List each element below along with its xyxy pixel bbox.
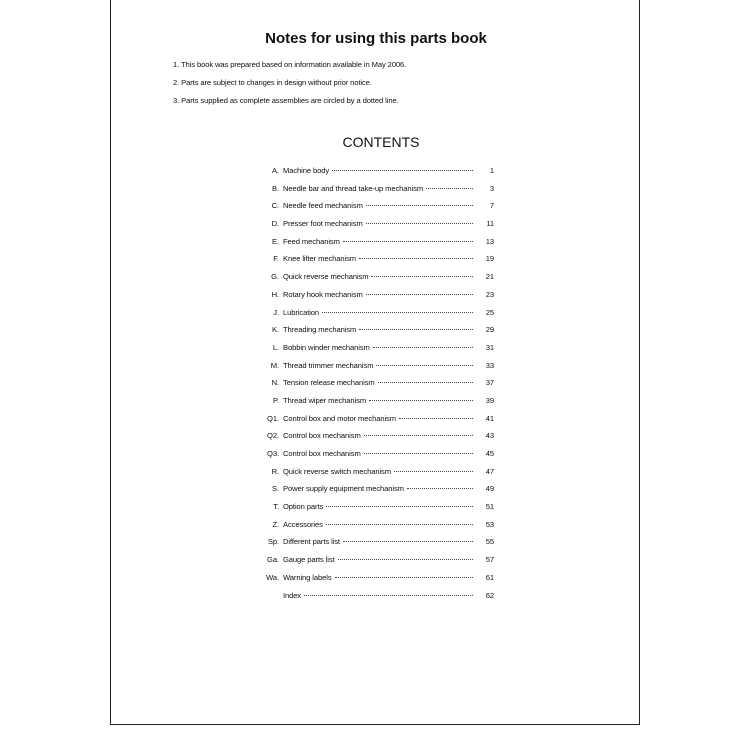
toc-entry [249,325,494,343]
toc-entry-label: Control box mechanism [283,449,361,458]
toc-entry [249,201,494,219]
toc-dot-leader [373,347,473,348]
toc-dot-leader [378,382,473,383]
toc-entry-label: Needle feed mechanism [283,201,363,211]
toc-entry-page: 31 [485,342,494,352]
toc-entry-code: J. [273,307,279,317]
toc-entry [249,308,494,326]
toc-entry-label: Accessories [283,519,323,529]
toc-entry-code: F. [273,254,279,264]
toc-entry [249,219,494,237]
notes-list [173,60,406,114]
toc-entry-code: T. [273,502,279,512]
toc-entry-code: C. [271,201,279,211]
toc-dot-leader [326,524,473,525]
toc-entry-code: L. [272,342,279,352]
toc-entry-page: 43 [485,431,494,441]
toc-dot-leader [364,435,473,436]
toc-entry-page: 33 [485,360,494,370]
toc-entry-page: 55 [485,537,494,547]
page-title: Notes for using this parts book [265,30,487,47]
toc-entry [249,431,494,449]
toc-entry [249,290,494,308]
toc-entry-page: 23 [485,289,494,299]
toc-entry-page: 49 [485,484,494,494]
toc-dot-leader [332,170,473,171]
toc-entry-label: Different parts list [283,537,340,547]
toc-dot-leader [371,276,473,277]
toc-entry-label: Tension release mechanism [283,378,375,388]
toc-dot-leader [426,188,473,189]
toc-entry-page: 39 [485,395,494,405]
toc-dot-leader [322,312,473,313]
toc-entry-label: Needle bar and thread take-up mechanism [283,183,424,193]
toc-dot-leader [304,595,473,596]
toc-entry-page: 61 [485,572,494,582]
toc-entry [249,502,494,520]
toc-entry-label: Thread trimmer mechanism [283,360,374,370]
toc-entry-page: 41 [485,413,494,423]
toc-entry-label: Machine body [283,166,330,175]
toc-entry [249,414,494,432]
toc-dot-leader [366,205,473,206]
toc-entry-page: 51 [485,502,494,512]
toc-entry [249,184,494,202]
note-item: 2. Parts are subject to changes in design without prior notice. [173,78,372,87]
toc-entry-code: A. [272,166,279,175]
toc-entry-label: Threading mechanism [283,325,357,335]
toc-entry-page: 19 [485,254,494,264]
toc-dot-leader [338,559,473,560]
contents-heading: CONTENTS [342,134,420,150]
note-item: 3. Parts supplied as complete assemblies are circled by a dotted line. [173,96,399,105]
toc-entry-label: Quick reverse switch mechanism [283,466,391,476]
toc-entry-code: P. [273,395,279,405]
toc-entry [249,378,494,396]
toc-entry-code: Sp. [267,537,279,547]
toc-entry-label: Warning labels [283,572,332,582]
toc-entry [249,555,494,573]
toc-dot-leader [335,577,473,578]
toc-entry [249,484,494,502]
toc-entry-page: 62 [485,590,494,600]
toc-entry-code: Q3. [267,449,279,458]
toc-dot-leader [369,400,473,401]
toc-entry-code: H. [271,289,279,299]
toc-entry [249,591,494,609]
toc-entry [249,449,494,467]
toc-entry-label: Gauge parts list [283,555,335,565]
toc-entry-code: E. [272,236,279,246]
toc-entry-code: Q2. [267,431,279,441]
toc-dot-leader [364,453,473,454]
toc-entry-code: G. [271,272,279,282]
toc-entry-label: Control box and motor mechanism [283,413,396,423]
toc-entry-label: Control box mechanism [283,431,361,441]
toc-entry-page: 45 [485,449,494,458]
toc-entry-label: Quick reverse mechanism [283,272,369,282]
toc-entry [249,573,494,591]
toc-entry [249,361,494,379]
toc-entry-code: Z. [272,519,279,529]
toc-entry-code: Wa. [266,572,279,582]
toc-entry-code: D. [271,219,279,229]
toc-entry-label: Rotary hook mechanism [283,289,363,299]
toc-dot-leader [359,329,473,330]
toc-entry-label: Presser foot mechanism [283,219,363,229]
document-page [110,0,640,725]
toc-entry-label: Option parts [283,502,324,512]
toc-entry-page: 37 [485,378,494,388]
toc-dot-leader [407,488,473,489]
toc-entry-label: Feed mechanism [283,236,340,246]
toc-entry-page: 3 [489,183,494,193]
toc-entry [249,537,494,555]
toc-entry-page: 11 [486,219,494,229]
toc-entry-page: 57 [485,555,494,565]
toc-entry-page: 7 [489,201,494,211]
toc-entry [249,237,494,255]
toc-entry-code: N. [271,378,279,388]
toc-dot-leader [359,258,473,259]
toc-dot-leader [343,541,473,542]
table-of-contents [249,166,494,608]
toc-entry [249,254,494,272]
toc-entry [249,166,494,184]
note-item: 1. This book was prepared based on information available in May 2006. [173,60,407,69]
toc-entry-code: Q1. [267,413,279,423]
toc-entry-code: R. [271,466,279,476]
toc-entry-page: 13 [485,236,494,246]
toc-entry-label: Thread wiper mechanism [283,395,367,405]
toc-dot-leader [394,471,473,472]
toc-entry [249,272,494,290]
toc-entry-code: M. [270,360,279,370]
toc-entry-label: Power supply equipment mechanism [283,484,404,494]
toc-entry-label: Knee lifter mechanism [283,254,357,264]
toc-entry-code: B. [272,183,279,193]
toc-dot-leader [326,506,473,507]
toc-entry [249,520,494,538]
toc-entry-page: 21 [485,272,494,282]
toc-entry [249,467,494,485]
toc-entry-page: 29 [485,325,494,335]
toc-entry [249,343,494,361]
toc-entry-page: 25 [485,307,494,317]
toc-entry-label: Bobbin winder mechanism [283,342,370,352]
toc-dot-leader [376,365,473,366]
toc-entry [249,396,494,414]
toc-entry-code: Ga. [267,555,279,565]
toc-entry-page: 1 [489,166,494,175]
toc-entry-page: 53 [485,519,494,529]
toc-entry-page: 47 [485,466,494,476]
toc-dot-leader [343,241,473,242]
toc-dot-leader [366,294,473,295]
toc-entry-label: Lubrication [283,307,320,317]
toc-entry-code: S. [272,484,279,494]
toc-dot-leader [399,418,473,419]
toc-entry-label: Index [283,590,302,600]
toc-dot-leader [366,223,473,224]
toc-entry-code: K. [272,325,279,335]
